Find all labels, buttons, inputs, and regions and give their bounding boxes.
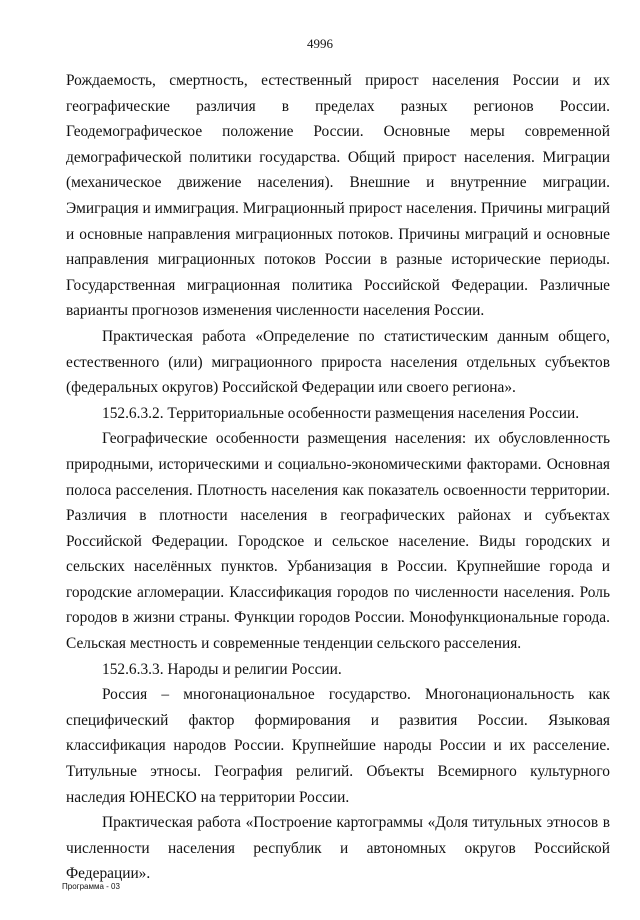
paragraph-practical-work-2: Практическая работа «Построение картограммы «Доля титульных этносов в численности населения республик и автономных округов Российской Федерации». — [66, 814, 610, 883]
section-heading-settlement: 152.6.3.2. Территориальные особенности размещения населения России. — [102, 404, 580, 422]
page-footer: Программа - 03 — [62, 882, 120, 891]
section-heading-peoples: 152.6.3.3. Народы и религии России. — [102, 660, 342, 678]
paragraph-demography: Рождаемость, смертность, естественный прирост населения России и их географические различия в пределах разных регионов России. Геодемографическое положение России. Основные меры современной демографической политики государства. Общий прирост населения. Миграции (механическое движение населения). Внешние и внутренние миграции. Эмиграция и иммиграция. Миграционный прирост населения. Причины миграций и основные направления миграционных потоков. Причины миграций и основные направления миграционных потоков России в разные исторические периоды. Государственная миграционная политика Российской Федерации. Различные варианты прогнозов изменения численности населения России. — [66, 72, 610, 320]
paragraph-settlement: Географические особенности размещения населения: их обусловленность природными, историческими и социально-экономическими факторами. Основная полоса расселения. Плотность населения как показатель освоенности территории. Различия в плотности населения в географических районах и субъектах Российской Федерации. Городское и сельское население. Виды городских и сельских населённых пунктов. Урбанизация в России. Крупнейшие города и городские агломерации. Классификация городов по численности населения. Роль городов в жизни страны. Функции городов России. Монофункциональные города. Сельская местность и современные тенденции сельского расселения. — [66, 430, 610, 653]
document-body — [66, 68, 610, 887]
paragraph-peoples: Россия – многонациональное государство. Многонациональность как специфический фактор формирования и развития России. Языковая классификация народов России. Крупнейшие народы России и их расселение. Титульные этносы. География религий. Объекты Всемирного культурного наследия ЮНЕСКО на территории России. — [66, 686, 610, 806]
paragraph-practical-work-1: Практическая работа «Определение по статистическим данным общего, естественного (или) миграционного прироста населения отдельных субъектов (федеральных округов) Российской Федерации или своего региона». — [66, 327, 610, 397]
page-number: 4996 — [307, 36, 333, 51]
